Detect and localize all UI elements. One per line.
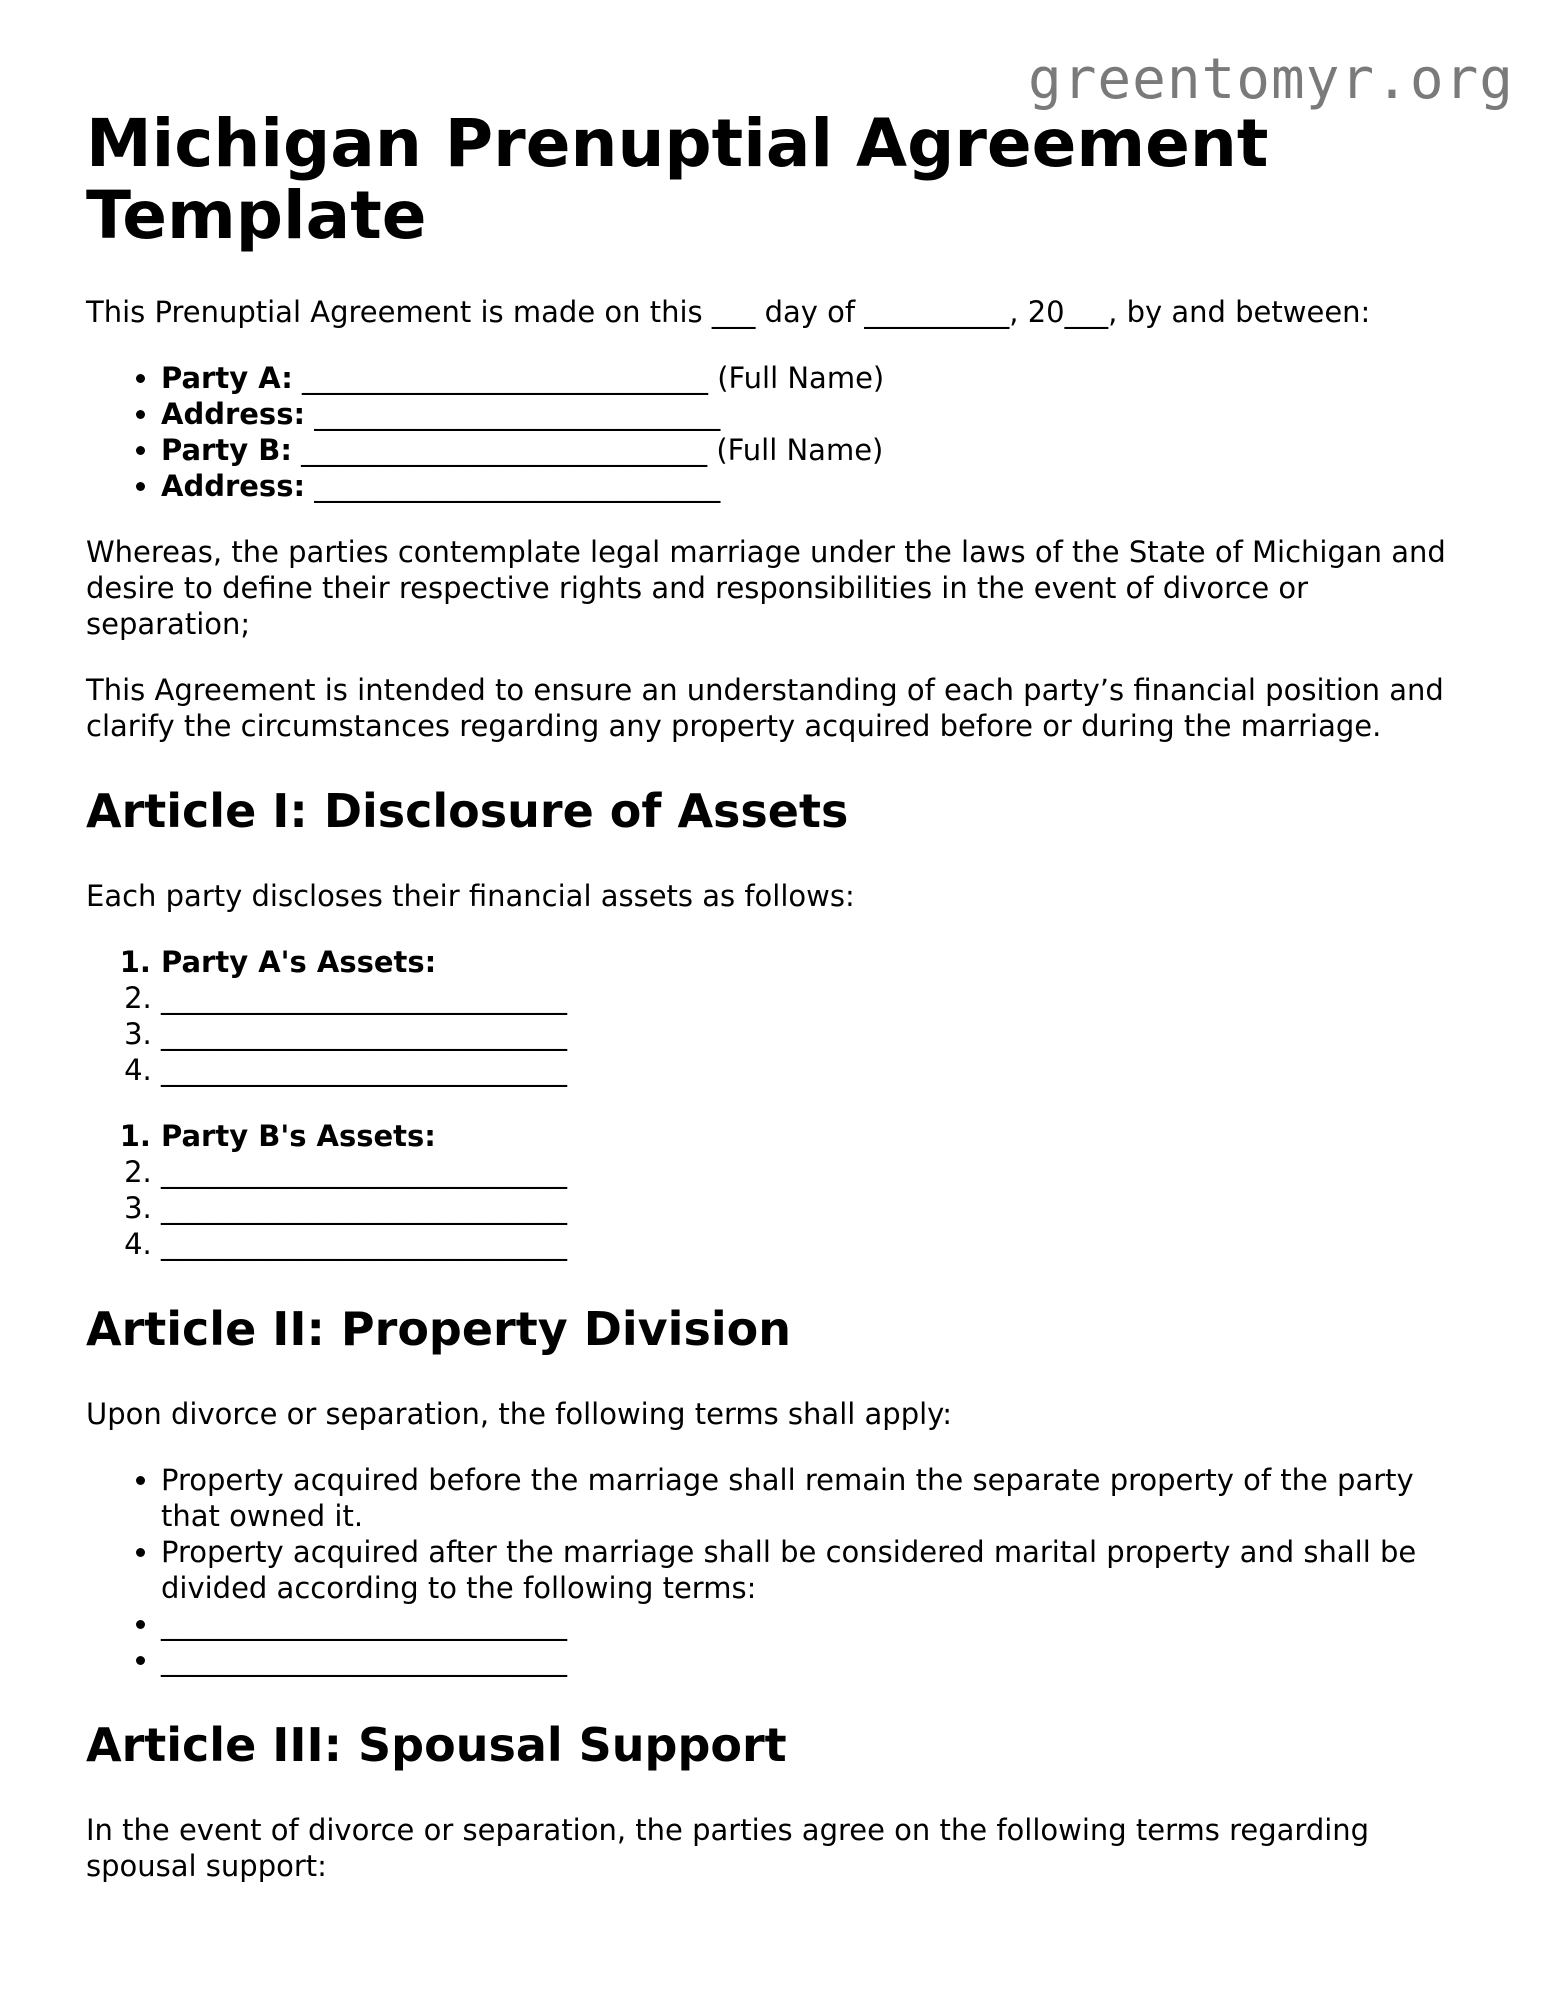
list-item: • Property acquired before the marriage shall remain the separate property of the party that owned it. bbox=[161, 1462, 1476, 1534]
party-a-blank: ____________________________ (Full Name) bbox=[292, 361, 885, 395]
asset-blank: 2. ____________________________ bbox=[161, 1154, 1476, 1190]
asset-blank: 3. ____________________________ bbox=[161, 1190, 1476, 1226]
purpose-paragraph: This Agreement is intended to ensure an understanding of each party’s financial position and clarify the circumstances regarding any property acquired before or during the marriage. bbox=[86, 673, 1444, 743]
party-b-address-label: Address: bbox=[161, 469, 306, 503]
document-page bbox=[86, 105, 1476, 1914]
list-item: • Property acquired after the marriage shall be considered marital property and shall be divided according to the following terms: bbox=[161, 1534, 1476, 1606]
list-item bbox=[161, 396, 1476, 432]
party-b-blank: ____________________________ (Full Name) bbox=[291, 433, 884, 467]
party-a-address-blank: ____________________________ bbox=[305, 397, 721, 431]
list-item bbox=[161, 468, 1476, 504]
party-a-label: Party A: bbox=[161, 361, 293, 395]
watermark: greentomyr.org bbox=[1027, 47, 1514, 112]
article-1-heading: Article I: Disclosure of Assets bbox=[86, 784, 849, 838]
article-3-heading: Article III: Spousal Support bbox=[86, 1718, 787, 1772]
article-3-text: In the event of divorce or separation, the parties agree on the following terms regarding spousal support: bbox=[86, 1813, 1370, 1883]
article-2-heading: Article II: Property Division bbox=[86, 1302, 791, 1356]
asset-blank: 2. ____________________________ bbox=[161, 980, 1476, 1016]
party-b-assets-label: 1. Party B's Assets: bbox=[161, 1118, 1476, 1154]
party-b-label: Party B: bbox=[161, 433, 292, 467]
property-terms-list bbox=[86, 1462, 1476, 1678]
parties-list bbox=[86, 360, 1476, 504]
party-a-address-label: Address: bbox=[161, 397, 306, 431]
asset-blank: 4. ____________________________ bbox=[161, 1226, 1476, 1262]
party-b-assets-list bbox=[86, 1118, 1476, 1262]
page-title: Michigan Prenuptial Agreement Template bbox=[86, 105, 1269, 254]
article-1-text: Each party discloses their financial assets as follows: bbox=[86, 879, 855, 913]
asset-blank: 3. ____________________________ bbox=[161, 1016, 1476, 1052]
party-a-assets-list bbox=[86, 944, 1476, 1088]
whereas-paragraph: Whereas, the parties contemplate legal marriage under the laws of the State of Michigan and desire to define their respective rights and responsibilities in the event of divorce or separation; bbox=[86, 535, 1446, 641]
asset-blank: 4. ____________________________ bbox=[161, 1052, 1476, 1088]
intro-paragraph: This Prenuptial Agreement is made on this ___ day of __________, 20___, by and between: bbox=[86, 295, 1371, 329]
party-b-address-blank: ____________________________ bbox=[305, 469, 721, 503]
article-2-text: Upon divorce or separation, the following terms shall apply: bbox=[86, 1397, 952, 1431]
list-item bbox=[161, 432, 1476, 468]
list-item: • ____________________________ bbox=[161, 1606, 1476, 1642]
list-item bbox=[161, 360, 1476, 396]
party-a-assets-label: 1. Party A's Assets: bbox=[161, 944, 1476, 980]
list-item: • ____________________________ bbox=[161, 1642, 1476, 1678]
